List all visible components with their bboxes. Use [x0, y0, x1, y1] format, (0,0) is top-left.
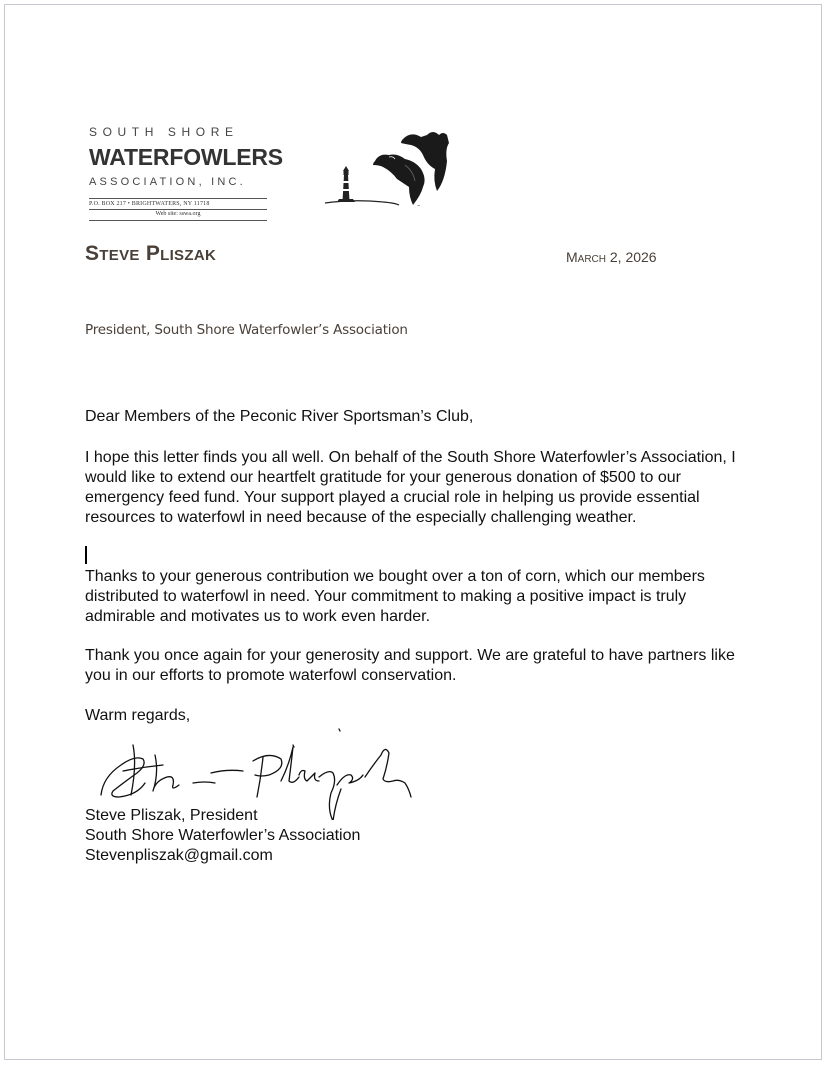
letter-date: March 2, 2026	[566, 249, 657, 265]
letterhead-line-3: ASSOCIATION, INC.	[89, 176, 246, 188]
paragraph-1: I hope this letter finds you all well. On behalf of the South Shore Waterfowler’s Association, I would like to extend our heartfelt gratitude for your generous donation of $500 to our emergency feed fund. Your support played a crucial role in helping us provide essential resources to waterfowl in need because of the especially challenging weather.	[85, 449, 736, 526]
paragraph-3: Thank you once again for your generosity and support. We are grateful to have partners like you in our efforts to promote waterfowl conservation.	[85, 647, 735, 684]
paragraph-2: Thanks to your generous contribution we bought over a ton of corn, which our members distributed to waterfowl in need. Your commitment to making a positive impact is truly admirable and motivates us to work even harder.	[85, 568, 705, 625]
letterhead-rule-mid	[89, 209, 267, 210]
letterhead-rule-bottom	[89, 220, 267, 221]
signature-organization: South Shore Waterfowler’s Association	[85, 827, 361, 844]
letterhead-website: Web site: sswa.org	[155, 211, 201, 217]
signature-email: Stevenpliszak@gmail.com	[85, 847, 273, 864]
duck-icon	[323, 125, 455, 209]
letterhead-line-1: SOUTH SHORE	[89, 125, 239, 139]
text-cursor	[85, 546, 87, 564]
svg-text:™: ™	[417, 204, 420, 208]
letterhead-line-2: WATERFOWLERS	[89, 144, 283, 170]
letterhead-logo	[85, 123, 285, 225]
lighthouse-icon	[337, 166, 355, 202]
salutation: Dear Members of the Peconic River Sportsman’s Club,	[85, 408, 474, 425]
document-page[interactable]	[4, 4, 822, 1060]
signature-name: Steve Pliszak, President	[85, 807, 258, 824]
letterhead-rule-top	[89, 198, 267, 199]
closing: Warm regards,	[85, 707, 191, 724]
sender-name: Steve Pliszak	[85, 242, 217, 265]
sender-title: President, South Shore Waterfowler’s Association	[85, 322, 408, 338]
letterhead-address: P.O. BOX 217 • BRIGHTWATERS, NY 11718	[89, 201, 210, 207]
